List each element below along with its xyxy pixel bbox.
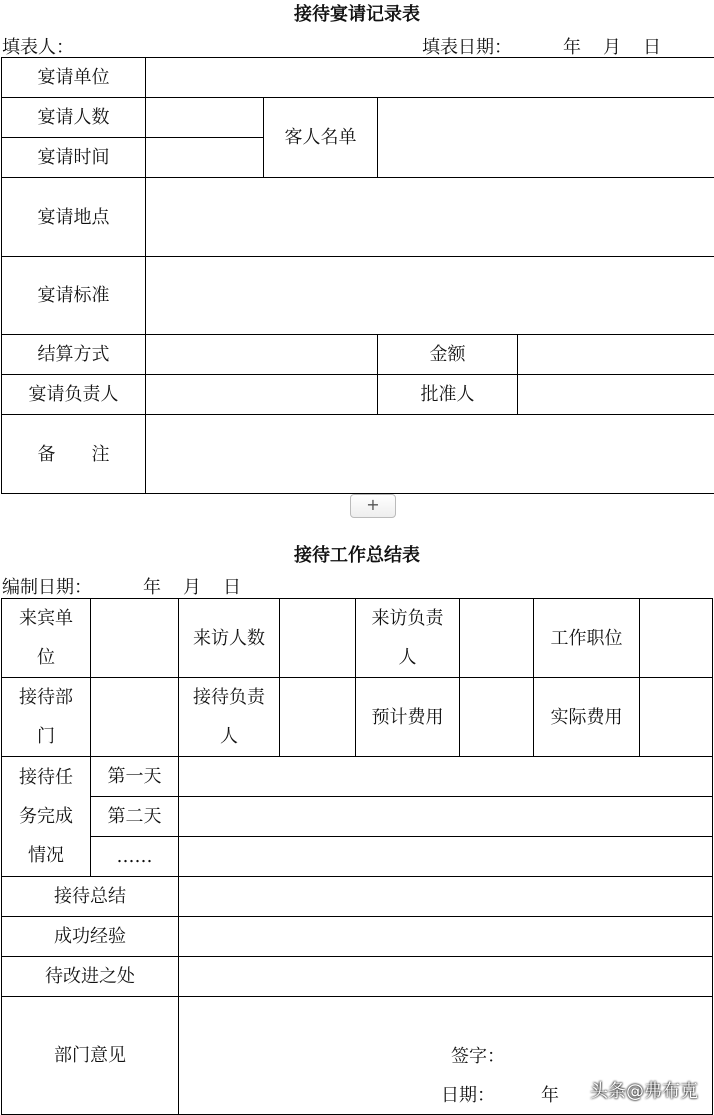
fill-date-month: 月: [603, 37, 621, 58]
field-banquet-time[interactable]: [146, 138, 264, 178]
fill-date-year: 年: [563, 37, 581, 58]
compile-date-label: 编制日期：: [2, 577, 92, 598]
field-person-in-charge[interactable]: [146, 375, 378, 415]
field-visitor-leader[interactable]: [460, 599, 534, 678]
field-reception-dept[interactable]: [91, 678, 179, 757]
signature-label: 签字：: [451, 1046, 505, 1067]
label-improve: 待改进之处: [2, 957, 179, 997]
field-improve[interactable]: [179, 957, 713, 997]
compile-date-day: 日: [223, 577, 241, 598]
label-person-in-charge: 宴请负责人: [2, 375, 146, 415]
label-remarks: 备 注: [2, 415, 146, 494]
label-task-status: 接待任务完成情况: [2, 757, 91, 877]
field-summary[interactable]: [179, 877, 713, 917]
label-more-days: ……: [91, 837, 179, 877]
field-success[interactable]: [179, 917, 713, 957]
field-banquet-standard[interactable]: [146, 257, 714, 335]
field-banquet-count[interactable]: [146, 98, 264, 138]
watermark: 头条@弗布克: [590, 1081, 698, 1102]
fill-date-day: 日: [643, 37, 661, 58]
label-visitor-count: 来访人数: [179, 599, 280, 678]
field-job-title[interactable]: [640, 599, 713, 678]
field-remarks[interactable]: [146, 415, 714, 494]
field-more-days[interactable]: [179, 837, 713, 877]
label-banquet-time: 宴请时间: [2, 138, 146, 178]
field-banquet-place[interactable]: [146, 178, 714, 257]
label-banquet-place: 宴请地点: [2, 178, 146, 257]
form1-title: 接待宴请记录表: [294, 4, 420, 25]
compile-date-year: 年: [143, 577, 161, 598]
label-banquet-standard: 宴请标准: [2, 257, 146, 335]
field-banquet-unit[interactable]: [146, 58, 714, 98]
label-dept-opinion: 部门意见: [2, 997, 179, 1115]
field-approver[interactable]: [518, 375, 714, 415]
banquet-record-table: [1, 57, 714, 494]
label-banquet-count: 宴请人数: [2, 98, 146, 138]
label-reception-leader: 接待负责人: [179, 678, 280, 757]
label-success: 成功经验: [2, 917, 179, 957]
label-actual-cost: 实际费用: [534, 678, 640, 757]
fill-date-label: 填表日期：: [422, 37, 512, 58]
filler-label: 填表人：: [2, 37, 74, 58]
field-reception-leader[interactable]: [280, 678, 356, 757]
label-reception-dept: 接待部门: [2, 678, 91, 757]
form2-title: 接待工作总结表: [294, 545, 420, 566]
label-settlement: 结算方式: [2, 335, 146, 375]
label-guest-list: 客人名单: [264, 98, 378, 178]
compile-date-month: 月: [183, 577, 201, 598]
field-visitor-unit[interactable]: [91, 599, 179, 678]
label-day2: 第二天: [91, 797, 179, 837]
label-amount: 金额: [378, 335, 518, 375]
label-estimated-cost: 预计费用: [356, 678, 460, 757]
label-job-title: 工作职位: [534, 599, 640, 678]
field-amount[interactable]: [518, 335, 714, 375]
field-day2[interactable]: [179, 797, 713, 837]
field-settlement[interactable]: [146, 335, 378, 375]
reception-summary-table: [1, 598, 713, 1115]
label-banquet-unit: 宴请单位: [2, 58, 146, 98]
field-estimated-cost[interactable]: [460, 678, 534, 757]
label-day1: 第一天: [91, 757, 179, 797]
field-guest-list[interactable]: [378, 98, 714, 178]
field-visitor-count[interactable]: [280, 599, 356, 678]
label-approver: 批准人: [378, 375, 518, 415]
label-summary: 接待总结: [2, 877, 179, 917]
label-visitor-leader: 来访负责人: [356, 599, 460, 678]
opinion-date-label: 日期：: [441, 1085, 495, 1106]
label-visitor-unit: 来宾单位: [2, 599, 91, 678]
field-day1[interactable]: [179, 757, 713, 797]
opinion-date-year: 年: [541, 1085, 559, 1106]
add-row-button[interactable]: +: [350, 494, 396, 518]
field-actual-cost[interactable]: [640, 678, 713, 757]
